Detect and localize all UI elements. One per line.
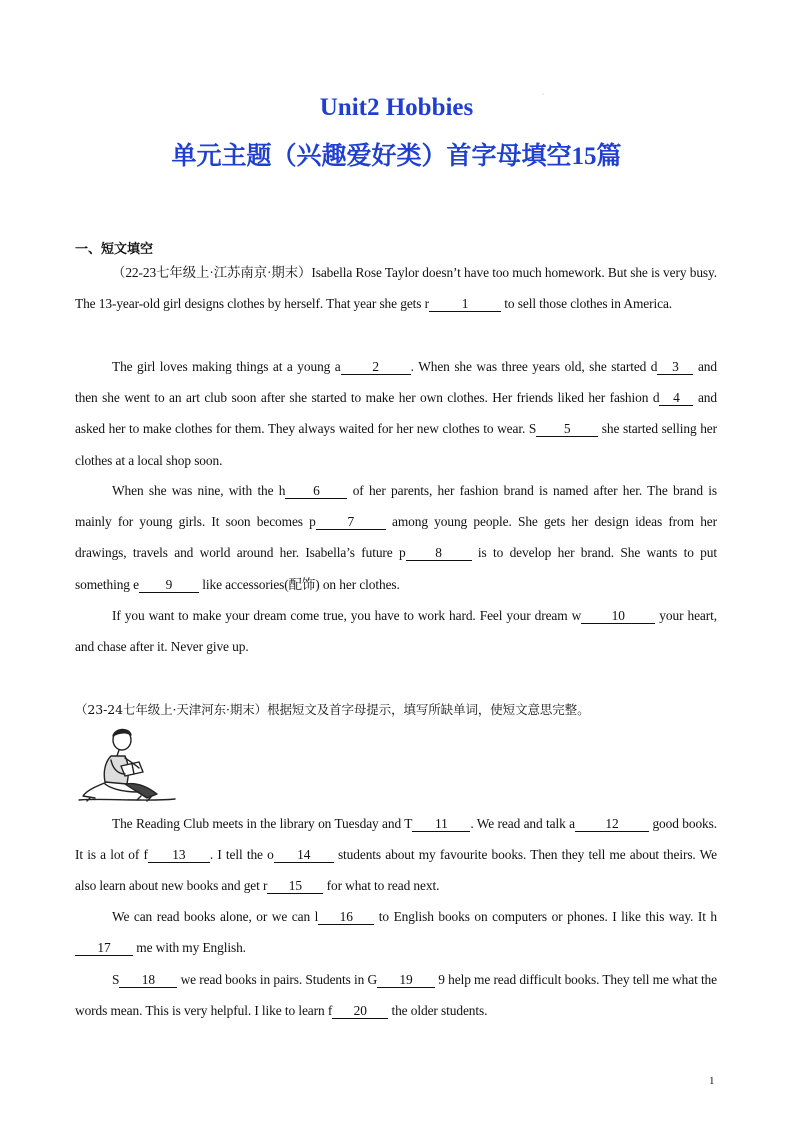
blank-8[interactable]: 8 xyxy=(406,546,472,561)
blank-14[interactable]: 14 xyxy=(274,848,334,863)
blank-17[interactable]: 17 xyxy=(75,941,133,956)
blank-5[interactable]: 5 xyxy=(536,422,598,437)
blank-10[interactable]: 10 xyxy=(581,609,655,624)
blank-18[interactable]: 18 xyxy=(119,973,177,988)
blank-2[interactable]: 2 xyxy=(341,360,411,375)
speck: · xyxy=(542,92,544,98)
passage1-paragraph3: When she was nine, with the h 6 of her parents, her fashion brand is named after her. The brand is mainly for young girls. It soon becomes p 7 among young people. She gets her design ideas from her drawings, travels and world around her. Isabella’s future p 8 is to develop her brand. She wants to put something e 9 like accessories(配饰) on her clothes. xyxy=(75,483,717,592)
blank-7[interactable]: 7 xyxy=(316,515,386,530)
boy-reading-illustration xyxy=(77,726,177,804)
section-heading: 一、短文填空 xyxy=(75,242,154,257)
blank-3[interactable]: 3 xyxy=(657,360,693,375)
passage2-paragraph1: The Reading Club meets in the library on Tuesday and T 11 . We read and talk a 12 good books. It is a lot of f 13 . I tell the o 14 students about my favourite books. Then they tell me about theirs. We also learn about new books and get r 15 for what to read next. xyxy=(75,816,717,894)
blank-13[interactable]: 13 xyxy=(148,848,210,863)
blank-19[interactable]: 19 xyxy=(377,973,435,988)
blank-20[interactable]: 20 xyxy=(332,1004,388,1019)
blank-9[interactable]: 9 xyxy=(139,578,199,593)
page-number: 1 xyxy=(709,1075,715,1087)
blank-6[interactable]: 6 xyxy=(285,484,347,499)
passage2-paragraph3: S 18 we read books in pairs. Students in G 19 9 help me read difficult books. They tell me what the words mean. This is very helpful. I like to learn f 20 the older students. xyxy=(75,972,717,1019)
blank-11[interactable]: 11 xyxy=(412,817,470,832)
blank-12[interactable]: 12 xyxy=(575,817,649,832)
blank-1[interactable]: 1 xyxy=(429,297,501,312)
passage1-paragraph1: （22-23七年级上·江苏南京·期末）Isabella Rose Taylor doesn’t have too much homework. But she is very busy. The 13-year-old girl designs clothes by herself. That year she gets r 1 to sell those clothes in America. xyxy=(75,265,717,312)
blank-4[interactable]: 4 xyxy=(659,391,693,406)
blank-16[interactable]: 16 xyxy=(318,910,374,925)
passage2-intro: （23-24七年级上·天津河东·期末）根据短文及首字母提示，填写所缺单词，使短文意思完整。 xyxy=(75,702,590,717)
passage2-paragraph2: We can read books alone, or we can l 16 to English books on computers or phones. I like this way. It h17 me with my English. xyxy=(75,901,717,963)
doc-title: Unit2 Hobbies xyxy=(319,94,474,121)
passage1-paragraph4: If you want to make your dream come true, you have to work hard. Feel your dream w 10 your heart, and chase after it. Never give up. xyxy=(75,608,717,655)
blank-15[interactable]: 15 xyxy=(267,879,323,894)
doc-subtitle: 单元主题（兴趣爱好类）首字母填空15篇 xyxy=(171,143,622,170)
passage1-paragraph2: The girl loves making things at a young a 2 . When she was three years old, she started d 3 and then she went to an art club soon after she started to make her own clothes. Her friends liked her fashion d 4 and asked her to make clothes for them. They always waited for her new clothes to wear. S 5 she started selling her clothes at a local shop soon. xyxy=(75,359,717,468)
